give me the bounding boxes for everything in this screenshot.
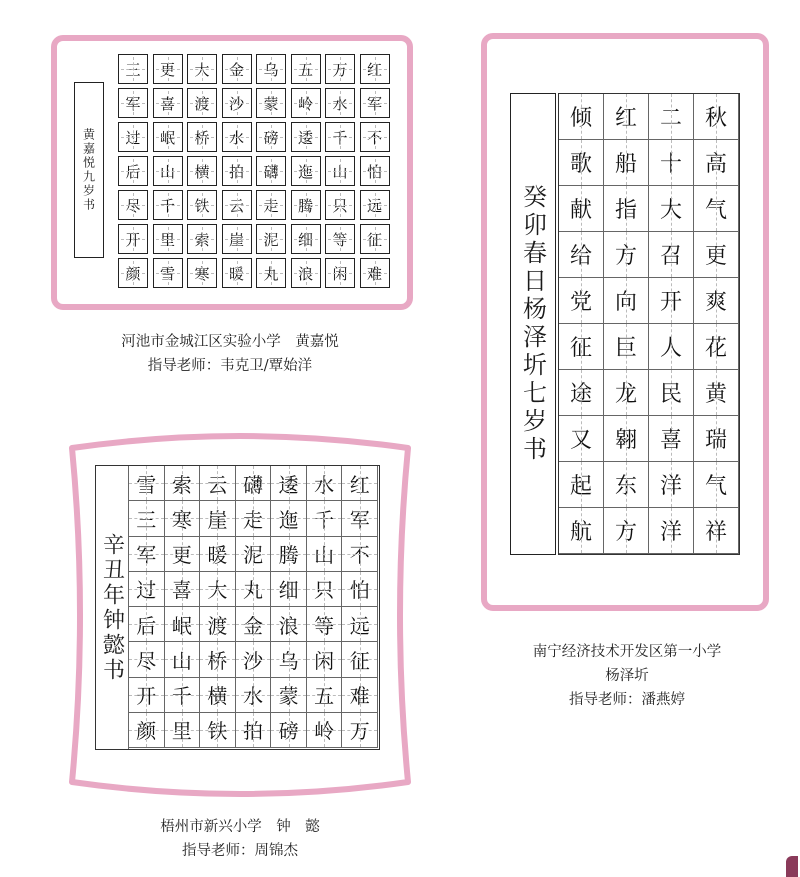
character-cell: 拍: [236, 713, 272, 748]
character-cell: 礴: [236, 466, 272, 501]
calligraphy-paper-3: [95, 465, 380, 750]
character-cell: 金: [222, 54, 252, 84]
caption-2-school-name: 南宁经济技术开发区第一小学: [532, 644, 722, 660]
character-cell: 又: [559, 416, 604, 462]
character-cell: 山: [153, 156, 183, 186]
character-cell: 开: [129, 678, 165, 713]
character-cell: 岷: [165, 607, 201, 642]
character-cell: 沙: [222, 88, 252, 118]
character-cell: 尽: [129, 642, 165, 677]
character-cell: 三: [118, 54, 148, 84]
character-cell: 山: [307, 537, 343, 572]
character-cell: 只: [307, 572, 343, 607]
character-cell: 红: [604, 94, 649, 140]
character-cell: 花: [694, 324, 739, 370]
character-cell: 暖: [222, 258, 252, 288]
character-cell: 人: [649, 324, 694, 370]
character-cell: 洋: [649, 462, 694, 508]
character-cell: 细: [271, 572, 307, 607]
character-cell: 只: [325, 190, 355, 220]
character-cell: 征: [360, 224, 390, 254]
character-cell: 喜: [165, 572, 201, 607]
character-cell: 逶: [291, 122, 321, 152]
character-cell: 水: [236, 678, 272, 713]
character-cell: 乌: [271, 642, 307, 677]
character-cell: 征: [342, 642, 378, 677]
character-cell: 东: [604, 462, 649, 508]
character-cell: 党: [559, 278, 604, 324]
character-cell: 磅: [256, 122, 286, 152]
character-cell: 后: [129, 607, 165, 642]
character-cell: 颜: [129, 713, 165, 748]
character-cell: 征: [559, 324, 604, 370]
signature-box-3: [96, 466, 129, 749]
character-cell: 远: [360, 190, 390, 220]
caption-3-school-name: 梧州市新兴小学 钟 懿: [160, 819, 320, 835]
character-cell: 尽: [118, 190, 148, 220]
character-cell: 迤: [291, 156, 321, 186]
character-cell: 寒: [187, 258, 217, 288]
character-cell: 军: [118, 88, 148, 118]
character-cell: 不: [342, 537, 378, 572]
character-cell: 爽: [694, 278, 739, 324]
character-cell: 山: [325, 156, 355, 186]
character-cell: 气: [694, 186, 739, 232]
character-cell: 途: [559, 370, 604, 416]
character-cell: 渡: [187, 88, 217, 118]
character-cell: 雪: [153, 258, 183, 288]
character-cell: 大: [200, 572, 236, 607]
character-cell: 万: [342, 713, 378, 748]
character-cell: 三: [129, 501, 165, 536]
character-cell: 水: [222, 122, 252, 152]
character-cell: 泥: [256, 224, 286, 254]
character-cell: 水: [325, 88, 355, 118]
character-cell: 拍: [222, 156, 252, 186]
character-cell: 五: [291, 54, 321, 84]
character-cell: 怕: [342, 572, 378, 607]
character-cell: 岷: [153, 122, 183, 152]
character-cell: 山: [165, 642, 201, 677]
character-cell: 巨: [604, 324, 649, 370]
character-cell: 倾: [559, 94, 604, 140]
character-cell: 桥: [200, 642, 236, 677]
character-cell: 丸: [236, 572, 272, 607]
character-cell: 后: [118, 156, 148, 186]
character-cell: 崖: [200, 501, 236, 536]
character-cell: 高: [694, 140, 739, 186]
character-cell: 向: [604, 278, 649, 324]
character-cell: 等: [307, 607, 343, 642]
character-cell: 横: [200, 678, 236, 713]
character-cell: 暖: [200, 537, 236, 572]
character-cell: 铁: [187, 190, 217, 220]
character-cell: 远: [342, 607, 378, 642]
decorative-corner-mark: [786, 856, 798, 877]
character-cell: 更: [153, 54, 183, 84]
character-cell: 细: [291, 224, 321, 254]
caption-1-teacher: 指导老师：韦克卫/覃始洋: [147, 358, 313, 374]
signature-3: 辛丑年钟懿书: [99, 532, 125, 683]
character-cell: 万: [325, 54, 355, 84]
character-cell: 洋: [649, 508, 694, 554]
character-cell: 闲: [325, 258, 355, 288]
character-cell: 召: [649, 232, 694, 278]
caption-2-teacher: 指导老师：潘燕婷: [569, 692, 685, 708]
character-cell: 歌: [559, 140, 604, 186]
character-cell: 献: [559, 186, 604, 232]
character-cell: 二: [649, 94, 694, 140]
character-cell: 更: [165, 537, 201, 572]
character-cell: 过: [118, 122, 148, 152]
character-cell: 开: [649, 278, 694, 324]
character-cell: 指: [604, 186, 649, 232]
character-cell: 千: [153, 190, 183, 220]
caption-2-student-name: 杨泽圻: [605, 668, 649, 684]
character-cell: 里: [153, 224, 183, 254]
character-cell: 逶: [271, 466, 307, 501]
character-cell: 给: [559, 232, 604, 278]
character-cell: 岭: [291, 88, 321, 118]
character-cell: 军: [342, 501, 378, 536]
character-cell: 磅: [271, 713, 307, 748]
character-cell: 蒙: [256, 88, 286, 118]
character-cell: 航: [559, 508, 604, 554]
character-cell: 乌: [256, 54, 286, 84]
character-cell: 民: [649, 370, 694, 416]
character-cell: 红: [360, 54, 390, 84]
character-cell: 瑞: [694, 416, 739, 462]
character-cell: 浪: [271, 607, 307, 642]
character-cell: 方: [604, 232, 649, 278]
character-cell: 难: [342, 678, 378, 713]
character-cell: 寒: [165, 501, 201, 536]
character-cell: 龙: [604, 370, 649, 416]
character-cell: 十: [649, 140, 694, 186]
character-cell: 浪: [291, 258, 321, 288]
character-cell: 军: [360, 88, 390, 118]
character-cell: 岭: [307, 713, 343, 748]
character-cell: 走: [256, 190, 286, 220]
character-cell: 横: [187, 156, 217, 186]
character-cell: 千: [307, 501, 343, 536]
character-cell: 千: [325, 122, 355, 152]
character-cell: 秋: [694, 94, 739, 140]
character-cell: 云: [222, 190, 252, 220]
caption-3: [60, 815, 420, 863]
character-cell: 起: [559, 462, 604, 508]
character-cell: 船: [604, 140, 649, 186]
character-cell: 索: [187, 224, 217, 254]
caption-1-school-name: 河池市金城江区实验小学 黄嘉悦: [121, 334, 339, 350]
character-cell: 铁: [200, 713, 236, 748]
character-cell: 桥: [187, 122, 217, 152]
character-cell: 丸: [256, 258, 286, 288]
character-cell: 千: [165, 678, 201, 713]
character-cell: 闲: [307, 642, 343, 677]
character-cell: 不: [360, 122, 390, 152]
character-cell: 翱: [604, 416, 649, 462]
character-cell: 开: [118, 224, 148, 254]
character-cell: 沙: [236, 642, 272, 677]
character-cell: 金: [236, 607, 272, 642]
character-cell: 里: [165, 713, 201, 748]
character-cell: 渡: [200, 607, 236, 642]
character-cell: 颜: [118, 258, 148, 288]
character-cell: 怕: [360, 156, 390, 186]
character-cell: 礴: [256, 156, 286, 186]
character-cell: 过: [129, 572, 165, 607]
character-cell: 喜: [649, 416, 694, 462]
character-cell: 五: [307, 678, 343, 713]
character-cell: 祥: [694, 508, 739, 554]
character-cell: 索: [165, 466, 201, 501]
character-cell: 雪: [129, 466, 165, 501]
character-cell: 黄: [694, 370, 739, 416]
character-cell: 泥: [236, 537, 272, 572]
character-cell: 水: [307, 466, 343, 501]
character-cell: 难: [360, 258, 390, 288]
character-cell: 大: [187, 54, 217, 84]
character-cell: 腾: [291, 190, 321, 220]
character-cell: 腾: [271, 537, 307, 572]
character-cell: 迤: [271, 501, 307, 536]
character-cell: 走: [236, 501, 272, 536]
character-cell: 气: [694, 462, 739, 508]
character-cell: 军: [129, 537, 165, 572]
character-cell: 蒙: [271, 678, 307, 713]
signature-2: 癸卯春日杨泽圻七岁书: [518, 184, 547, 464]
character-grid-3: [129, 466, 378, 748]
character-cell: 云: [200, 466, 236, 501]
caption-3-teacher: 指导老师：周锦杰: [182, 843, 298, 859]
character-cell: 等: [325, 224, 355, 254]
character-cell: 大: [649, 186, 694, 232]
character-cell: 喜: [153, 88, 183, 118]
character-cell: 方: [604, 508, 649, 554]
signature-1: 黄嘉悦九岁书: [81, 128, 96, 212]
character-cell: 红: [342, 466, 378, 501]
character-cell: 更: [694, 232, 739, 278]
character-cell: 崖: [222, 224, 252, 254]
